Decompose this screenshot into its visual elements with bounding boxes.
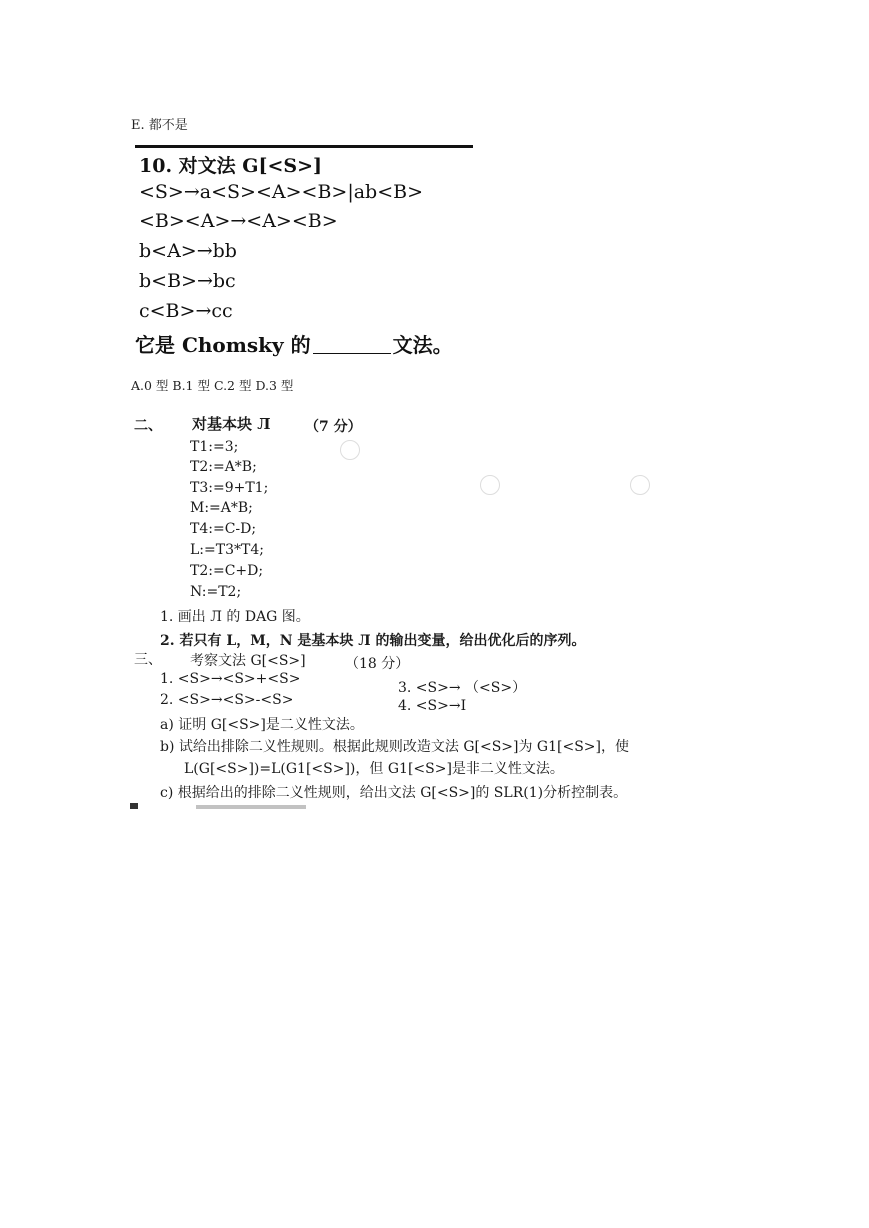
q10-question-suffix: 文法。 — [392, 333, 453, 357]
section2-title: 对基本块 Л — [192, 415, 271, 433]
section2-task-1: 1. 画出 Л 的 DAG 图。 — [160, 609, 310, 625]
grammar-rule-2: 2. <S>→<S>-<S> — [160, 692, 294, 708]
question-10-block — [135, 145, 475, 365]
code-line-3: T3:=9+T1; — [190, 480, 269, 496]
code-line-4: M:=A*B; — [190, 500, 253, 516]
q10-rule-2: <B><A>→<A><B> — [139, 210, 338, 232]
code-line-8: N:=T2; — [190, 584, 242, 600]
answer-blank — [313, 335, 391, 354]
section3-label: 三、 — [134, 652, 162, 668]
grammar-rule-3: 3. <S>→ （<S>） — [398, 680, 527, 696]
section3-item-b-cont: L(G[<S>])=L(G1[<S>])，但 G1[<S>]是非二义性文法。 — [184, 761, 564, 777]
code-line-7: T2:=C+D; — [190, 563, 264, 579]
q10-choices: A.0 型 B.1 型 C.2 型 D.3 型 — [131, 378, 294, 393]
q10-title: 10. 对文法 G[<S>] — [139, 155, 323, 177]
code-line-1: T1:=3; — [190, 439, 239, 455]
code-line-5: T4:=C-D; — [190, 521, 257, 537]
grammar-rule-1: 1. <S>→<S>+<S> — [160, 671, 301, 687]
code-line-2: T2:=A*B; — [190, 459, 257, 475]
q10-question-prefix: 它是 Chomsky 的 — [135, 333, 311, 357]
scan-cutoff-mark — [130, 803, 138, 809]
option-e: E. 都不是 — [131, 118, 188, 133]
scan-cutoff-mark — [196, 805, 306, 809]
section3-title: 考察文法 G[<S>] — [190, 653, 306, 669]
section2-task-2: 2. 若只有 L，M，N 是基本块 Л 的输出变量，给出优化后的序列。 — [160, 633, 586, 649]
grammar-rule-4: 4. <S>→I — [398, 698, 467, 714]
divider-rule — [135, 145, 473, 148]
section3-item-b: b) 试给出排除二义性规则。根据此规则改造文法 G[<S>]为 G1[<S>]，使 — [160, 739, 629, 755]
q10-rule-5: c<B>→cc — [139, 300, 233, 322]
section3-item-c: c) 根据给出的排除二义性规则，给出文法 G[<S>]的 SLR(1)分析控制表。 — [160, 785, 628, 801]
q10-rule-1: <S>→a<S><A><B>|ab<B> — [139, 181, 424, 203]
section3-item-a: a) 证明 G[<S>]是二义性文法。 — [160, 717, 364, 733]
scan-artifact — [480, 475, 500, 495]
section3-points: （18 分） — [345, 656, 410, 672]
section2-label: 二、 — [134, 418, 162, 434]
q10-rule-3: b<A>→bb — [139, 240, 237, 262]
q10-question — [135, 329, 453, 358]
code-line-6: L:=T3*T4; — [190, 542, 264, 558]
q10-rule-4: b<B>→bc — [139, 270, 236, 292]
scan-artifact — [340, 440, 360, 460]
section2-points: （7 分） — [305, 419, 362, 435]
scan-artifact — [630, 475, 650, 495]
